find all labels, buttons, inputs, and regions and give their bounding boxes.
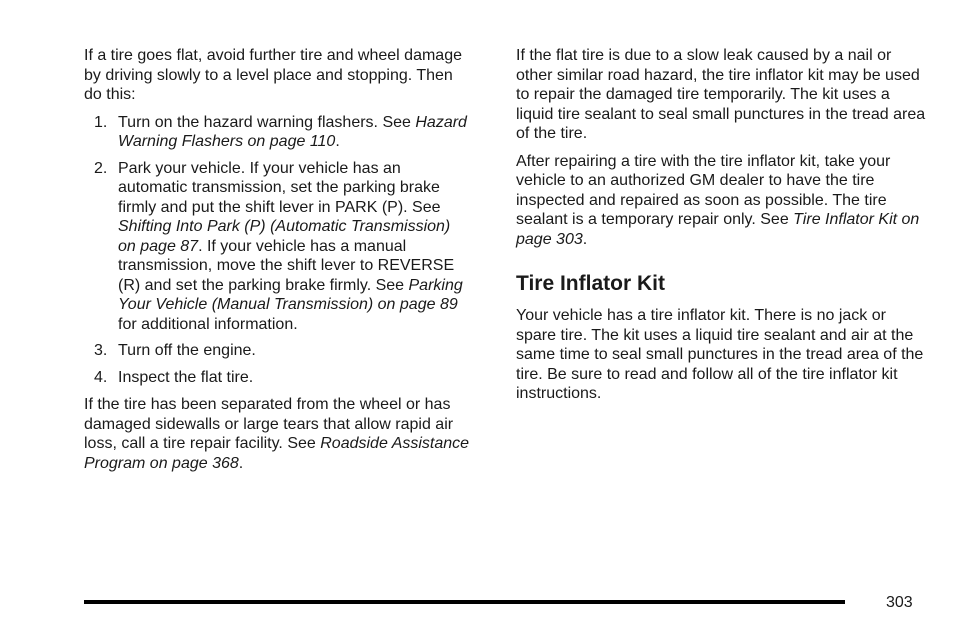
after-repair-paragraph: After repairing a tire with the tire inflator kit, take your vehicle to an authorized GM dealer to have the tire inspected and repaired as soon as possible. The tire sealant is a temporary repair only. See Tire Inflator Kit on page 303.	[516, 152, 920, 248]
step-number: 4.	[94, 368, 108, 386]
right-column	[516, 46, 926, 412]
cross-reference: Roadside Assistance Program on page 368	[84, 435, 470, 472]
cross-reference: Parking Your Vehicle (Manual Transmission) on page 89	[118, 276, 463, 313]
inflator-kit-paragraph: Your vehicle has a tire inflator kit. There is no jack or spare tire. The kit uses a liquid tire sealant and air at the same time to seal small punctures in the tread area of the tire. Be sure to read and follow all of the tire inflator kit instructions.	[516, 307, 924, 402]
list-item: 1. Turn on the hazard warning flashers. See Hazard Warning Flashers on page 110.	[94, 113, 467, 150]
list-item: 2. Park your vehicle. If your vehicle has an automatic transmission, set the parking brake firmly and put the shift lever in PARK (P). See Shifting Into Park (P) (Automatic Transmission) on page 87. If your vehicle has a manual transmission, move the shift lever to REVERSE (R) and set the parking brake firmly. See Parking Your Vehicle (Manual Transmission) on page 89 for additional information.	[94, 159, 463, 333]
step-number: 1.	[94, 113, 108, 131]
left-column	[84, 46, 470, 481]
slow-leak-paragraph: If the flat tire is due to a slow leak caused by a nail or other similar road hazard, the tire inflator kit may be used to repair the damaged tire temporarily. The kit uses a liquid tire sealant to seal small punctures in the tread area of the tire.	[516, 47, 926, 142]
steps-list	[84, 113, 470, 388]
intro-paragraph: If a tire goes flat, avoid further tire and wheel damage by driving slowly to a level place and stopping. Then do this:	[84, 47, 462, 103]
list-item: 3. Turn off the engine.	[94, 342, 256, 359]
cross-reference: Tire Inflator Kit on page 303	[516, 211, 920, 248]
section-heading: Tire Inflator Kit	[516, 272, 665, 295]
cross-reference: Shifting Into Park (P) (Automatic Transmission) on page 87	[118, 218, 451, 255]
footer-rule	[84, 600, 845, 604]
list-item: 4. Inspect the flat tire.	[94, 368, 254, 386]
cross-reference: Hazard Warning Flashers on page 110	[118, 113, 467, 150]
step-number: 3.	[94, 342, 108, 359]
page-number: 303	[886, 594, 913, 611]
step-number: 2.	[94, 159, 108, 177]
outro-paragraph: If the tire has been separated from the wheel or has damaged sidewalls or large tears that allow rapid air loss, call a tire repair facility. See Roadside Assistance Program on page 368.	[84, 396, 470, 472]
